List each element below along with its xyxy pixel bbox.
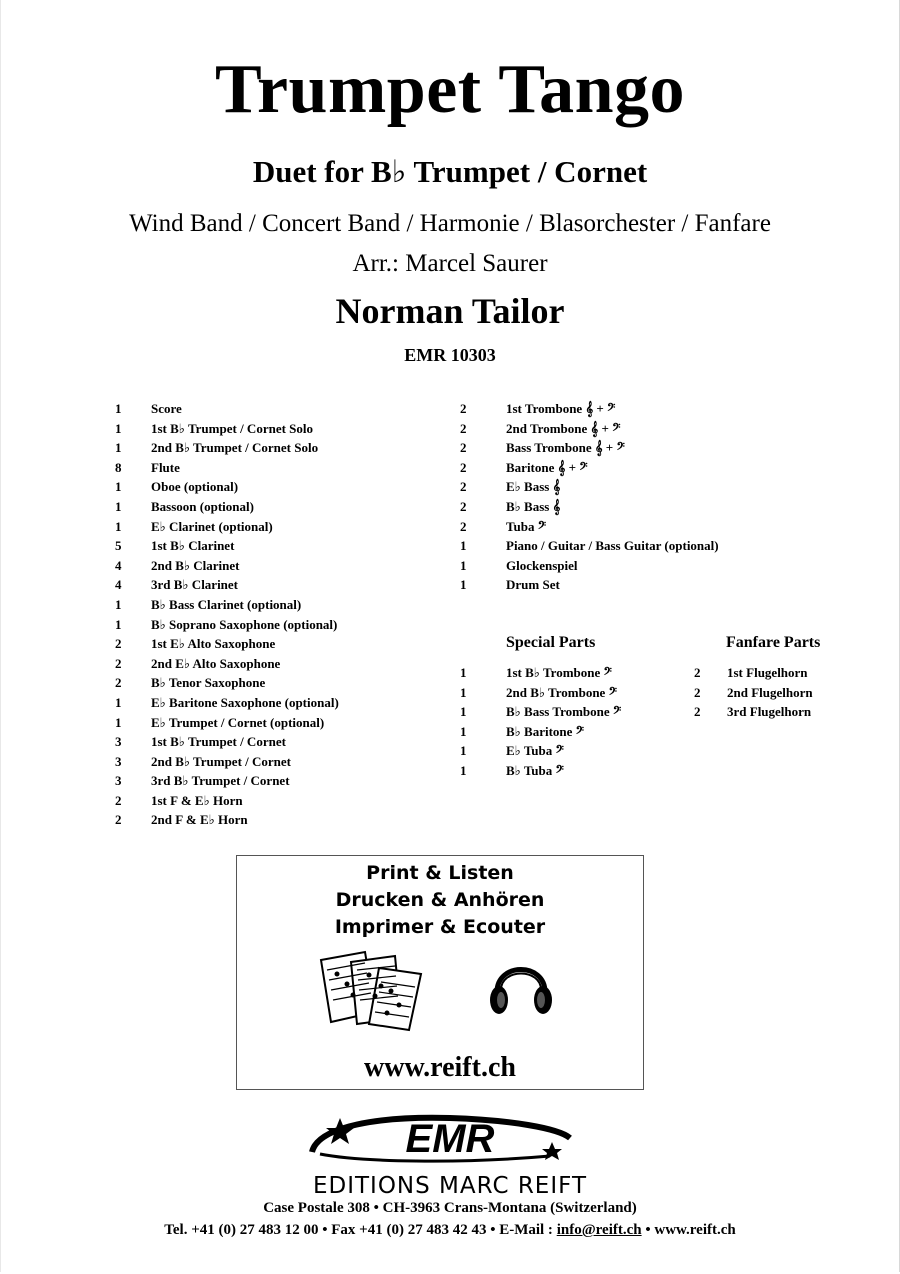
print-listen-fr: Imprimer & Ecouter	[334, 916, 546, 938]
part-name: 2nd E♭ Alto Saxophone	[151, 655, 281, 671]
part-name: E♭ Clarinet (optional)	[151, 518, 273, 534]
publisher-name: EDITIONS MARC REIFT	[312, 1173, 588, 1199]
part-quantity: 2	[115, 792, 122, 808]
part-quantity: 2	[460, 479, 467, 495]
part-quantity: 4	[115, 557, 122, 573]
print-listen-box[interactable]	[236, 855, 644, 1090]
part-name: 2nd B♭ Trumpet / Cornet Solo	[151, 440, 319, 456]
part-name: 2nd Trombone 𝄞 + 𝄢	[506, 420, 621, 436]
part-name: B♭ Tuba 𝄢	[506, 762, 564, 778]
part-quantity: 2	[115, 675, 122, 691]
part-quantity: 1	[115, 401, 122, 416]
part-name: 1st Flugelhorn	[727, 665, 808, 680]
part-quantity: 2	[115, 812, 122, 828]
part-quantity: 1	[460, 684, 467, 700]
part-quantity: 3	[115, 753, 122, 769]
band-types: Wind Band / Concert Band / Harmonie / Blasorchester / Fanfare	[129, 210, 771, 237]
part-quantity: 2	[694, 665, 701, 680]
part-name: Flute	[151, 459, 180, 475]
print-listen-en: Print & Listen	[366, 862, 514, 884]
piece-subtitle: Duet for B♭ Trumpet / Cornet	[252, 154, 648, 189]
part-name: E♭ Tuba 𝄢	[506, 743, 564, 759]
part-name: 1st B♭ Trumpet / Cornet Solo	[151, 420, 314, 436]
part-name: B♭ Soprano Saxophone (optional)	[151, 616, 338, 632]
piece-title: Trumpet Tango	[214, 51, 686, 128]
part-quantity: 2	[460, 459, 467, 475]
part-quantity: 2	[694, 684, 701, 700]
part-name: 2nd Flugelhorn	[727, 684, 813, 700]
part-name: Tuba 𝄢	[506, 518, 547, 534]
part-quantity: 1	[460, 557, 467, 573]
part-quantity: 2	[115, 636, 122, 652]
part-name: Piano / Guitar / Bass Guitar (optional)	[506, 538, 719, 554]
part-quantity: 8	[115, 459, 122, 475]
part-name: 3rd B♭ Trumpet / Cornet	[151, 773, 290, 789]
part-name: 2nd B♭ Trumpet / Cornet	[151, 753, 291, 769]
headphones-icon	[487, 952, 555, 1018]
part-quantity: 3	[115, 773, 122, 789]
part-name: E♭ Baritone Saxophone (optional)	[151, 694, 339, 710]
part-name: Score	[151, 401, 182, 416]
part-quantity: 2	[460, 498, 467, 514]
part-name: B♭ Bass 𝄞	[506, 498, 561, 514]
part-quantity: 1	[460, 723, 467, 739]
part-name: 1st B♭ Trombone 𝄢	[506, 665, 612, 680]
part-name: Bass Trombone 𝄞 + 𝄢	[506, 440, 625, 456]
part-quantity: 2	[694, 704, 701, 720]
catalog-number: EMR 10303	[404, 345, 496, 365]
part-quantity: 2	[460, 440, 467, 456]
part-name: Oboe (optional)	[151, 479, 239, 495]
publisher-contact	[0, 1222, 900, 1239]
part-quantity: 1	[115, 440, 122, 456]
part-name: Bassoon (optional)	[151, 498, 254, 514]
part-quantity: 4	[115, 577, 122, 593]
part-name: 3rd Flugelhorn	[727, 704, 812, 720]
part-quantity: 1	[460, 577, 467, 593]
composer-name: Norman Tailor	[335, 291, 565, 331]
emr-logo	[300, 1108, 600, 1172]
part-name: Glockenspiel	[506, 557, 578, 573]
part-quantity: 1	[115, 596, 122, 612]
part-name: 1st F & E♭ Horn	[151, 792, 243, 808]
sheet-music-icon	[317, 950, 427, 1032]
email-link[interactable]: info@reift.ch	[556, 1222, 642, 1238]
part-name: Drum Set	[506, 577, 560, 593]
part-name: B♭ Bass Trombone 𝄢	[506, 704, 622, 720]
part-quantity: 1	[460, 665, 467, 680]
emr-logo-text: EMR	[405, 1117, 495, 1161]
contact-phone-fax: Tel. +41 (0) 27 483 12 00 • Fax +41 (0) 27 483 42 43 • E-Mail :	[164, 1222, 557, 1238]
fanfare-parts-heading: Fanfare Parts	[726, 634, 821, 651]
part-name: B♭ Bass Clarinet (optional)	[151, 596, 302, 612]
publisher-address: Case Postale 308 • CH-3963 Crans-Montana (Switzerland)	[263, 1200, 637, 1216]
part-quantity: 1	[115, 616, 122, 632]
part-name: E♭ Trumpet / Cornet (optional)	[151, 714, 325, 730]
part-quantity: 1	[115, 694, 122, 710]
part-name: Baritone 𝄞 + 𝄢	[506, 459, 588, 475]
part-quantity: 5	[115, 538, 122, 554]
part-quantity: 1	[115, 714, 122, 730]
part-quantity: 2	[460, 401, 467, 416]
website-link[interactable]: www.reift.ch	[364, 1052, 516, 1083]
print-listen-de: Drucken & Anhören	[335, 889, 545, 911]
part-quantity: 1	[115, 518, 122, 534]
arranger-credit: Arr.: Marcel Saurer	[352, 250, 548, 277]
part-name: 2nd B♭ Trombone 𝄢	[506, 684, 617, 700]
part-name: 1st B♭ Trumpet / Cornet	[151, 734, 286, 750]
part-quantity: 1	[460, 762, 467, 778]
part-quantity: 2	[460, 518, 467, 534]
part-quantity: 1	[460, 704, 467, 720]
part-quantity: 3	[115, 734, 122, 750]
part-name: E♭ Bass 𝄞	[506, 479, 561, 495]
part-name: B♭ Baritone 𝄢	[506, 723, 585, 739]
part-name: 1st B♭ Clarinet	[151, 538, 235, 554]
special-parts-heading: Special Parts	[506, 634, 596, 651]
part-quantity: 1	[115, 498, 122, 514]
part-name: 1st Trombone 𝄞 + 𝄢	[506, 401, 616, 416]
part-name: B♭ Tenor Saxophone	[151, 675, 266, 691]
part-name: 1st E♭ Alto Saxophone	[151, 636, 276, 652]
part-quantity: 1	[460, 743, 467, 759]
contact-website[interactable]: • www.reift.ch	[641, 1222, 736, 1238]
part-quantity: 1	[115, 420, 122, 436]
part-name: 3rd B♭ Clarinet	[151, 577, 239, 593]
part-quantity: 1	[460, 538, 467, 554]
part-name: 2nd F & E♭ Horn	[151, 812, 248, 828]
part-name: 2nd B♭ Clarinet	[151, 557, 240, 573]
part-quantity: 2	[115, 655, 122, 671]
part-quantity: 1	[115, 479, 122, 495]
part-quantity: 2	[460, 420, 467, 436]
